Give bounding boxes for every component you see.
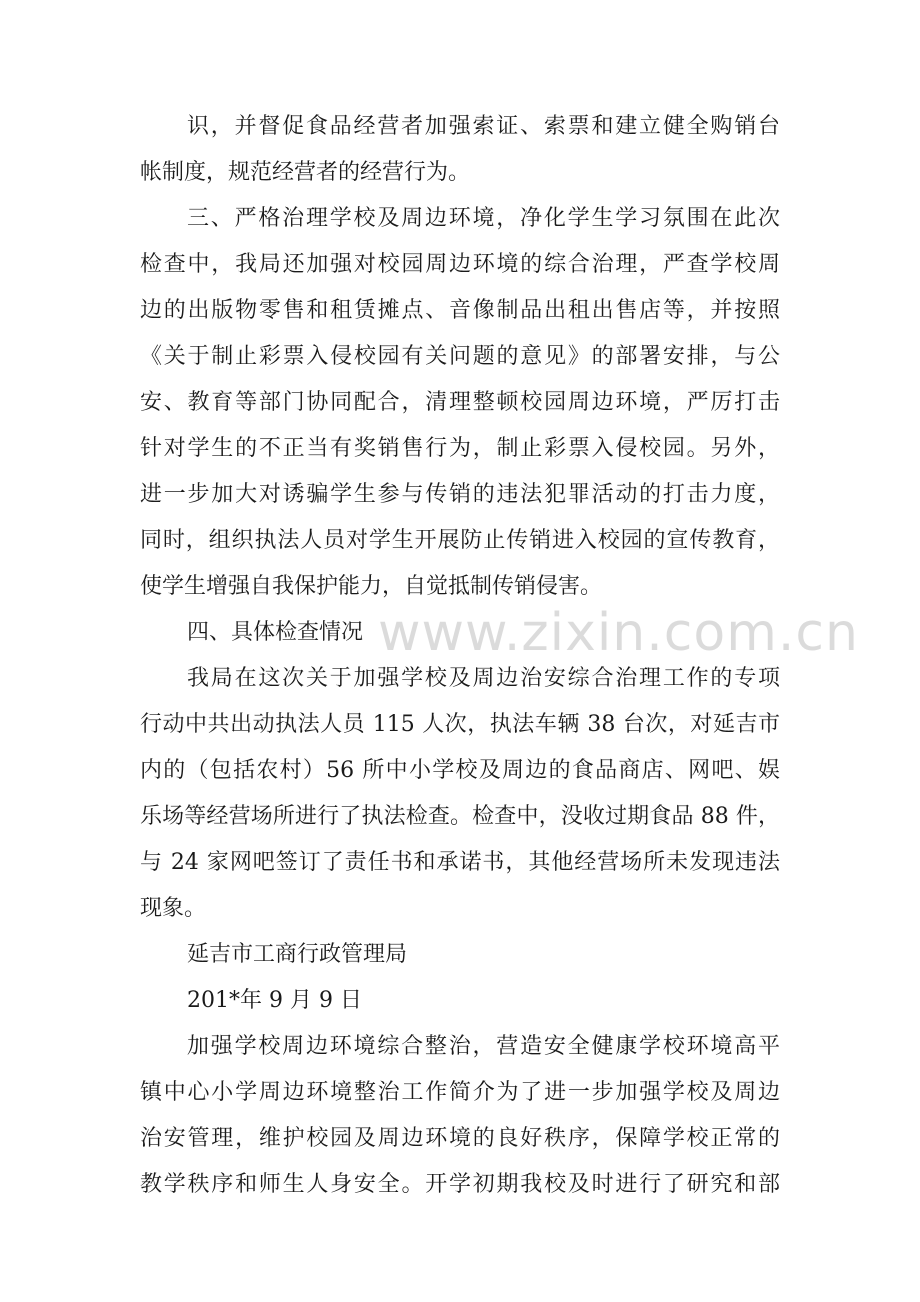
- paragraph-line: 同时，组织执法人员对学生开展防止传销进入校园的宣传教育，: [140, 528, 780, 553]
- paragraph-line: 我局在这次关于加强学校及周边治安综合治理工作的专项: [187, 666, 780, 691]
- section-heading-line: 三、严格治理学校及周边环境，净化学生学习氛围在此次: [187, 206, 780, 231]
- paragraph-line: 安、教育等部门协同配合，清理整顿校园周边环境，严厉打击: [140, 390, 780, 415]
- paragraph-line: 使学生增强自我保护能力，自觉抵制传销侵害。: [140, 574, 603, 599]
- paragraph-line: 镇中心小学周边环境整治工作简介为了进一步加强学校及周边: [140, 1080, 780, 1105]
- paragraph-line: 教学秩序和师生人身安全。开学初期我校及时进行了研究和部: [140, 1172, 780, 1197]
- paragraph-line: 乐场等经营场所进行了执法检查。检查中，没收过期食品 88 件，: [140, 804, 780, 829]
- paragraph-line: 治安管理，维护校园及周边环境的良好秩序，保障学校正常的: [140, 1126, 780, 1151]
- signature-date: 201*年 9 月 9 日: [187, 988, 362, 1013]
- paragraph-line: 现象。: [140, 896, 207, 921]
- paragraph-line: 行动中共出动执法人员 115 人次，执法车辆 38 台次，对延吉市: [140, 712, 780, 737]
- paragraph-line: 与 24 家网吧签订了责任书和承诺书，其他经营场所未发现违法: [140, 850, 780, 875]
- paragraph-line: 识，并督促食品经营者加强索证、索票和建立健全购销台: [187, 114, 780, 139]
- paragraph-line: 边的出版物零售和租赁摊点、音像制品出租出售店等，并按照: [140, 298, 780, 323]
- paragraph-line: 进一步加大对诱骗学生参与传销的违法犯罪活动的打击力度，: [140, 482, 780, 507]
- paragraph-line: 加强学校周边环境综合整治，营造安全健康学校环境高平: [187, 1034, 780, 1059]
- paragraph-line: 帐制度，规范经营者的经营行为。: [140, 160, 471, 185]
- paragraph-line: 《关于制止彩票入侵校园有关问题的意见》的部署安排，与公: [140, 344, 780, 369]
- paragraph-line: 内的（包括农村）56 所中小学校及周边的食品商店、网吧、娱: [140, 758, 780, 783]
- section-heading: 四、具体检查情况: [187, 620, 364, 645]
- paragraph-line: 针对学生的不正当有奖销售行为，制止彩票入侵校园。另外，: [140, 436, 780, 461]
- watermark-text: www.zixin.com.cn: [378, 603, 859, 663]
- signature-organization: 延吉市工商行政管理局: [187, 942, 408, 967]
- paragraph-line: 检查中，我局还加强对校园周边环境的综合治理，严查学校周: [140, 252, 780, 277]
